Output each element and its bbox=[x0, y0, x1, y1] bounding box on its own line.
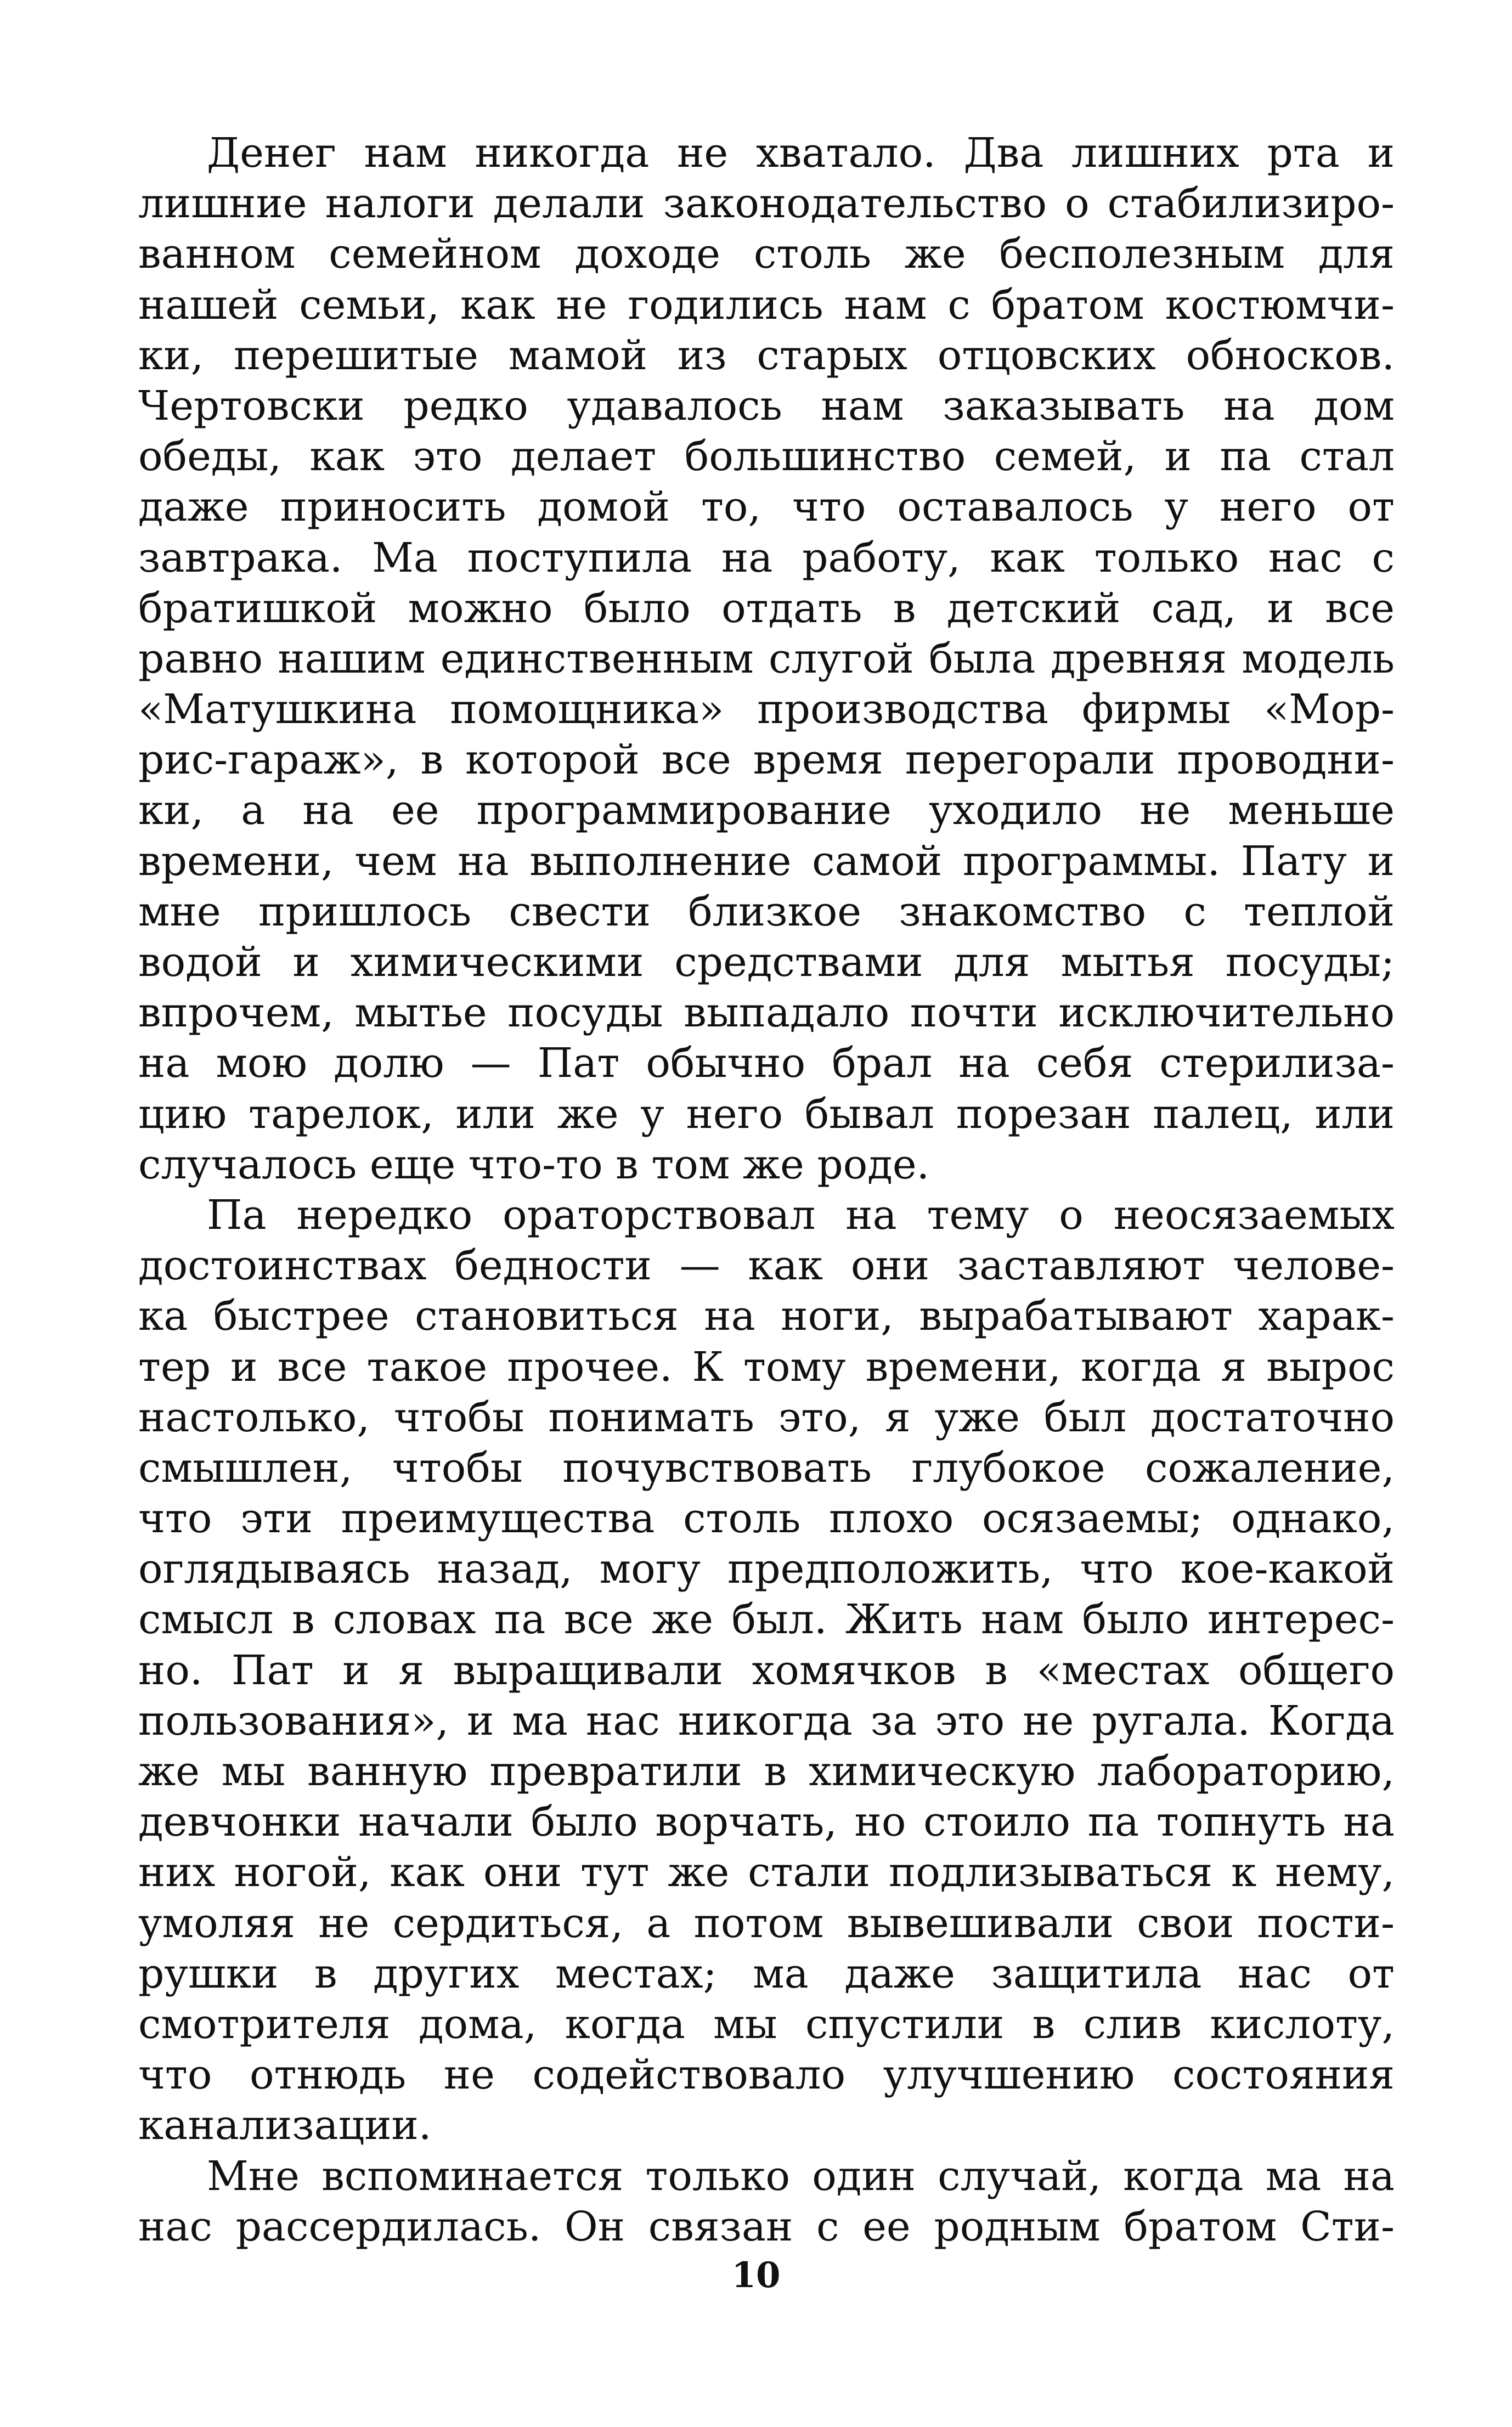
text-line: ка быстрее становиться на ноги, вырабатывают харак- bbox=[138, 1292, 1395, 1340]
text-line: нас рассердилась. Он связан с ее родным братом Сти- bbox=[138, 2203, 1395, 2250]
text-line: смышлен, чтобы почувствовать глубокое сожаление, bbox=[138, 1444, 1395, 1492]
text-line: на мою долю — Пат обычно брал на себя стерилиза- bbox=[138, 1040, 1395, 1087]
text-line: оглядываясь назад, могу предположить, что кое-какой bbox=[138, 1545, 1395, 1593]
paragraph-3 bbox=[138, 2151, 1395, 2252]
text-line: настолько, чтобы понимать это, я уже был достаточно bbox=[138, 1393, 1395, 1441]
text-line: впрочем, мытье посуды выпадало почти исключительно bbox=[138, 989, 1395, 1037]
body-text bbox=[138, 128, 1395, 2252]
text-line: даже приносить домой то, что оставалось у него от bbox=[138, 483, 1395, 531]
text-line: рис-гараж», в которой все время перегорали проводни- bbox=[138, 736, 1395, 784]
text-line: нашей семьи, как не годились нам с братом костюмчи- bbox=[138, 281, 1395, 329]
text-line: ванном семейном доходе столь же бесполезным для bbox=[138, 230, 1395, 278]
text-line: случалось еще что-то в том же роде. bbox=[138, 1141, 930, 1188]
text-line: Чертовски редко удавалось нам заказывать на дом bbox=[138, 382, 1395, 430]
text-line: братишкой можно было отдать в детский сад, и все bbox=[138, 584, 1395, 632]
paragraph-2 bbox=[138, 1190, 1395, 2151]
text-line: Мне вспоминается только один случай, когда ма на bbox=[207, 2152, 1395, 2200]
paragraph-1 bbox=[138, 128, 1395, 1190]
text-line: лишние налоги делали законодательство о стабилизиро- bbox=[138, 180, 1395, 228]
text-line: них ногой, как они тут же стали подлизываться к нему, bbox=[138, 1849, 1395, 1897]
text-line: достоинствах бедности — как они заставляют челове- bbox=[138, 1242, 1395, 1290]
text-line: тер и все такое прочее. К тому времени, когда я вырос bbox=[138, 1343, 1395, 1391]
text-line: же мы ванную превратили в химическую лабораторию, bbox=[138, 1748, 1395, 1795]
text-line: равно нашим единственным слугой была древняя модель bbox=[138, 635, 1395, 682]
text-line: рушки в других местах; ма даже защитила нас от bbox=[138, 1950, 1395, 1997]
text-line: ки, а на ее программирование уходило не меньше bbox=[138, 787, 1395, 834]
text-line: водой и химическими средствами для мытья посуды; bbox=[138, 939, 1395, 986]
text-line: смотрителя дома, когда мы спустили в слив кислоту, bbox=[138, 2000, 1395, 2048]
text-line: цию тарелок, или же у него бывал порезан палец, или bbox=[138, 1090, 1395, 1138]
text-line: мне пришлось свести близкое знакомство с теплой bbox=[138, 888, 1395, 935]
text-line: что эти преимущества столь плохо осязаемы; однако, bbox=[138, 1495, 1395, 1543]
page-number: 10 bbox=[731, 2255, 781, 2296]
text-line: Денег нам никогда не хватало. Два лишних рта и bbox=[207, 129, 1395, 177]
text-line: смысл в словах па все же был. Жить нам было интерес- bbox=[138, 1596, 1395, 1644]
text-line: завтрака. Ма поступила на работу, как только нас с bbox=[138, 534, 1395, 582]
text-line: умоляя не сердиться, а потом вывешивали свои пости- bbox=[138, 1899, 1395, 1947]
text-line: что отнюдь не содействовало улучшению состояния bbox=[138, 2051, 1395, 2099]
text-line: канализации. bbox=[138, 2102, 432, 2149]
text-line: девчонки начали было ворчать, но стоило па топнуть на bbox=[138, 1798, 1395, 1846]
text-line: «Матушкина помощника» производства фирмы «Мор- bbox=[138, 686, 1395, 733]
text-line: пользования», и ма нас никогда за это не ругала. Когда bbox=[138, 1697, 1395, 1745]
text-line: времени, чем на выполнение самой программы. Пату и bbox=[138, 837, 1395, 885]
text-line: ки, перешитые мамой из старых отцовских обносков. bbox=[138, 331, 1395, 379]
text-line: Па нередко ораторствовал на тему о неосязаемых bbox=[207, 1191, 1395, 1239]
text-line: обеды, как это делает большинство семей, и па стал bbox=[138, 433, 1395, 481]
text-line: но. Пат и я выращивали хомячков в «местах общего bbox=[138, 1646, 1395, 1694]
